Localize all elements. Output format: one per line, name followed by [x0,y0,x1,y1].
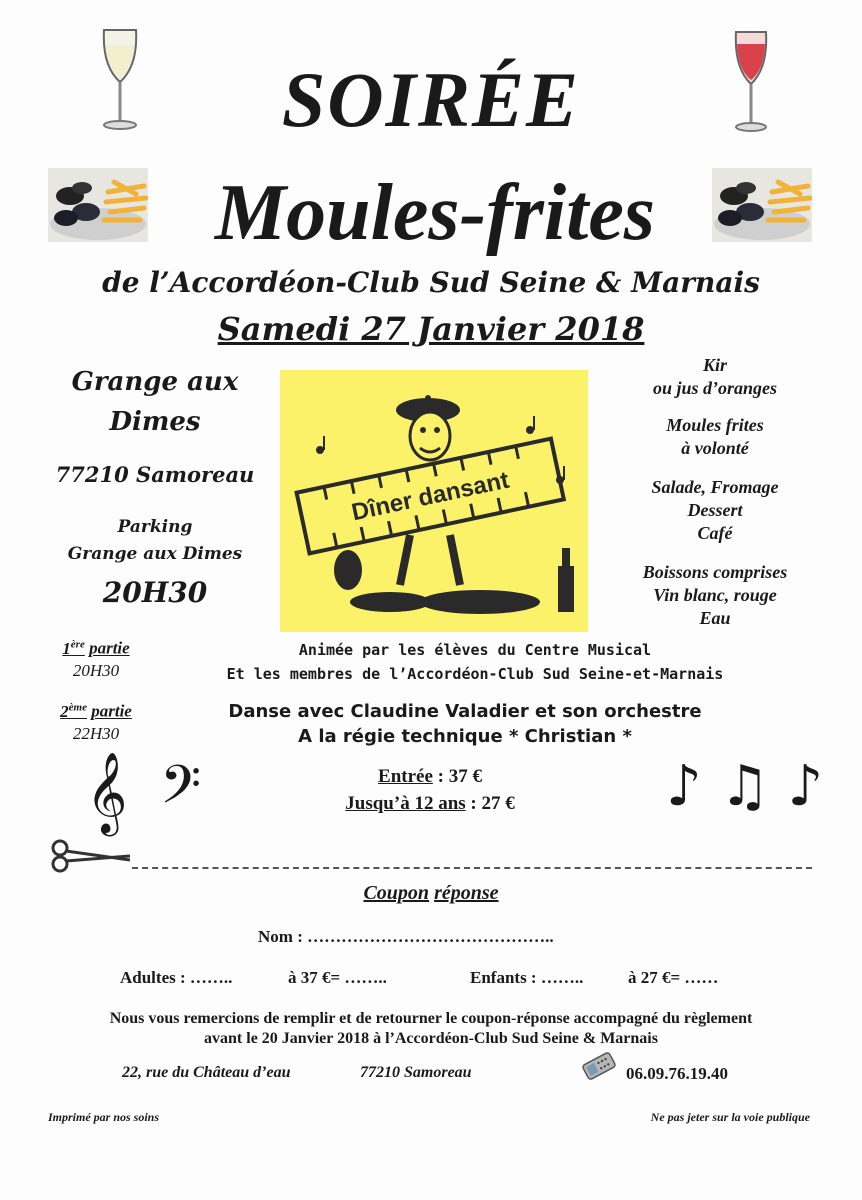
part2-word: partie [91,701,132,721]
part1-line1: Animée par les élèves du Centre Musical [298,641,652,659]
mobile-phone-icon [578,1050,620,1082]
event-date: Samedi 27 Janvier 2018 [217,310,645,348]
menu-item: Kir [702,355,727,375]
contact-address: 22, rue du Château d’eau [122,1064,291,1081]
menu-beverages [600,561,830,630]
part1-time: 20H30 [72,661,120,680]
scissors-icon [50,838,132,874]
bass-clef-icon: 𝄢 [160,755,202,829]
part2-number: 2ème [60,701,87,721]
part2-line1: Danse avec Claudine Valadier et son orchestre [228,701,702,722]
nom-field[interactable]: Nom : …………………………………….. [258,927,554,946]
venue-name-line2: Dimes [109,407,201,437]
footer-right: Ne pas jeter sur la voie publique [650,1110,810,1124]
part1-number: 1ère [62,638,85,658]
entry-price [300,766,560,788]
parking-line1: Parking [117,517,193,537]
title-soiree: SOIRÉE [281,56,581,143]
footer-left: Imprimé par nos soins [48,1110,160,1124]
menu-item: Eau [699,608,731,628]
venue-city: 77210 Samoreau [55,462,255,487]
menu-item: Dessert [687,500,743,520]
contact-postal: 77210 Samoreau [360,1064,472,1081]
part1-label [36,638,156,659]
parking-info [30,514,280,568]
start-time: 20H30 [102,576,208,609]
menu-item: ou jus d’oranges [652,378,778,398]
part2-time: 22H30 [72,724,120,743]
enfants-field[interactable]: Enfants : …….. [470,968,584,987]
menu-item: Vin blanc, rouge [653,585,777,605]
entry-value: : 37 € [432,766,482,787]
menu-main [600,414,830,460]
cut-line [132,867,812,869]
child-price-field[interactable]: à 27 €= …… [628,968,719,987]
menu-item: Boissons comprises [642,562,788,582]
mussels-fries-photo [48,168,148,242]
menu-item: Salade, Fromage [651,477,779,497]
music-notes-icon: ♪ ♫ ♪ [666,754,824,819]
title-moules-frites: Moules-frites [215,169,655,257]
adultes-field[interactable]: Adultes : …….. [120,968,233,987]
part1-word: partie [89,638,130,658]
part2-label [36,701,156,722]
menu-dessert [600,476,830,545]
child-price [300,793,560,815]
contact-phone: 06.09.76.19.40 [626,1064,728,1083]
coupon-title [0,882,862,905]
part1-line2: Et les membres de l’Accordéon-Club Sud Seine-et-Marnais [226,665,724,683]
menu-item: Moules frites [666,415,764,435]
menu-item: à volonté [681,438,749,458]
instructions-line2: avant le 20 Janvier 2018 à l’Accordéon-Club Sud Seine & Marnais [204,1030,658,1047]
treble-clef-icon: 𝄞 [86,751,128,833]
venue-name [30,362,280,442]
accordion-player-illustration [280,370,588,632]
child-label: Jusqu’à 12 ans [345,793,466,814]
part2-line2: A la régie technique * Christian * [298,726,632,747]
adult-price-field[interactable]: à 37 €= …….. [288,968,387,987]
menu-item: Café [697,523,733,543]
club-name: de l’Accordéon-Club Sud Seine & Marnais [102,266,760,299]
poster-caption: Dîner dansant [349,466,512,527]
venue-name-line1: Grange aux [71,367,239,397]
parking-line2: Grange aux Dimes [67,544,243,564]
menu-drinks [600,354,830,400]
coupon-title-word1: Coupon [363,882,430,904]
entry-label: Entrée [378,766,433,787]
instructions-line1: Nous vous remercions de remplir et de retourner le coupon-réponse accompagné du règlement [109,1010,753,1027]
child-value: : 27 € [465,793,515,814]
coupon-title-word2: réponse [434,882,499,904]
